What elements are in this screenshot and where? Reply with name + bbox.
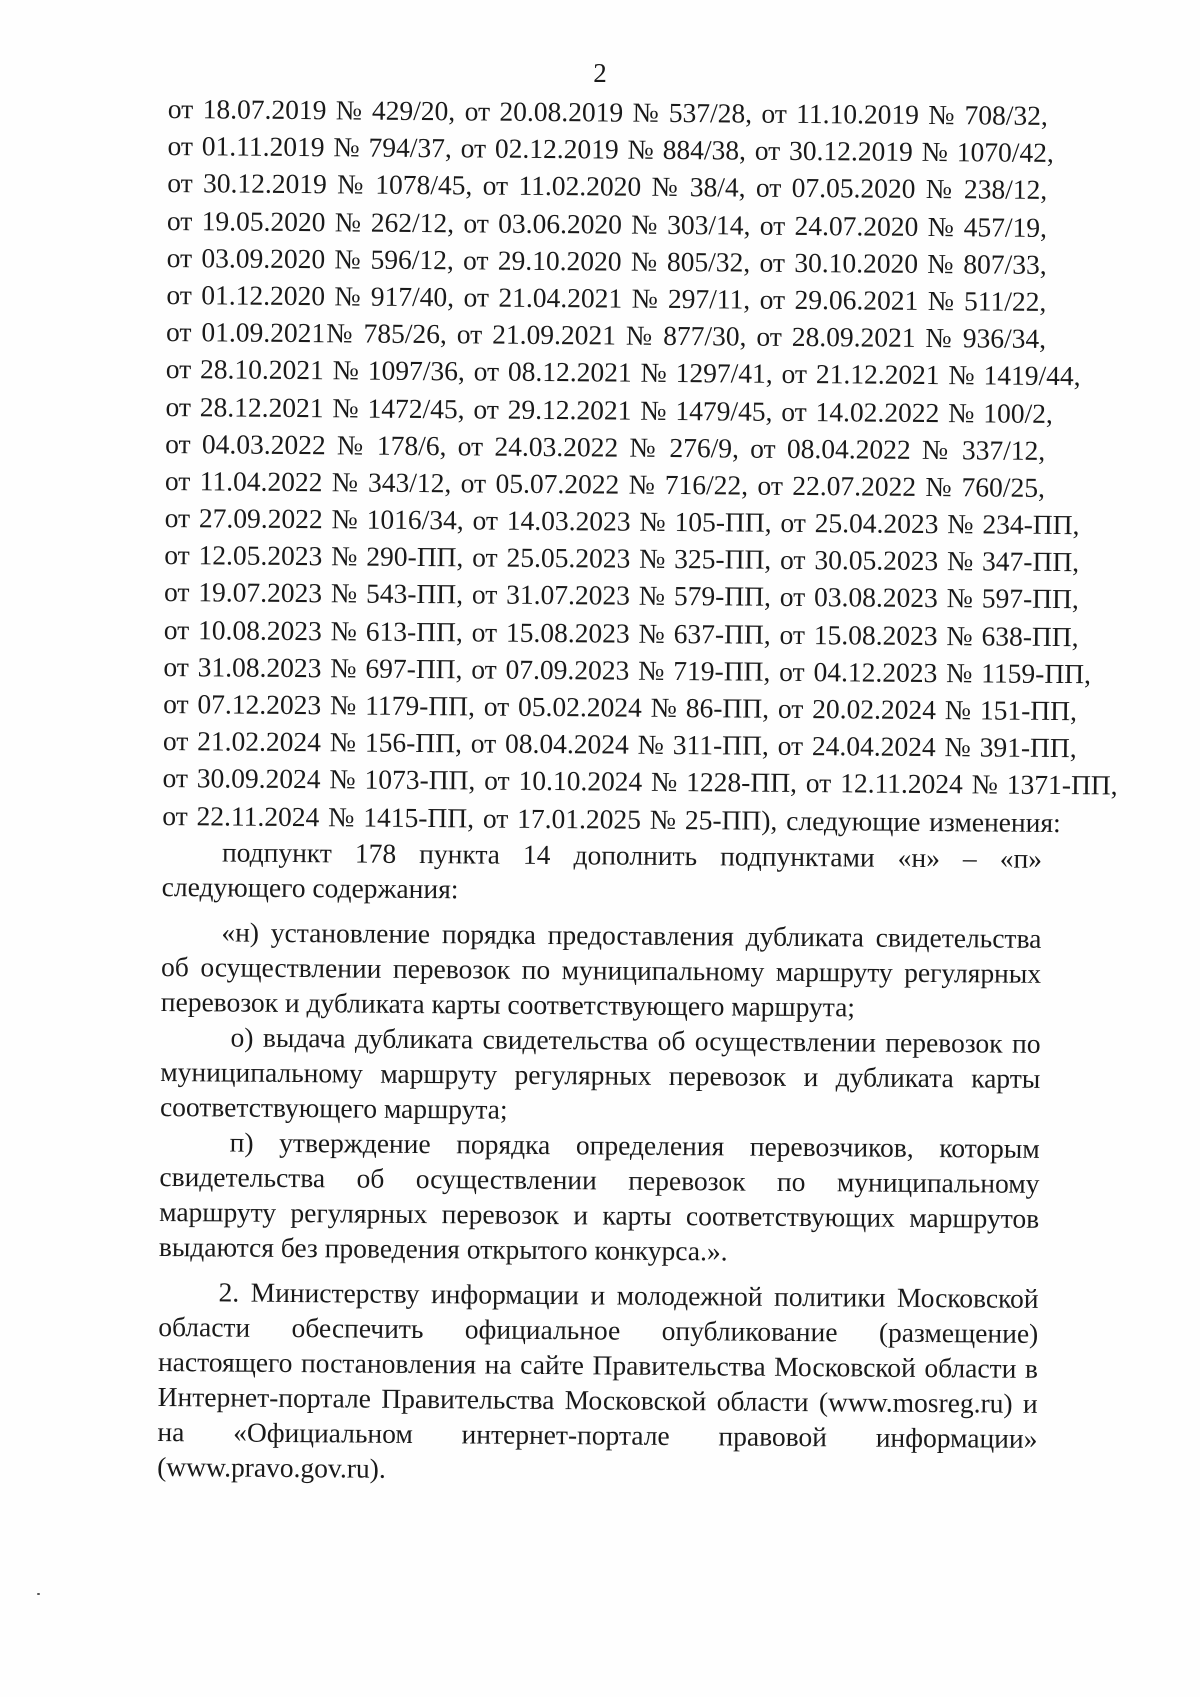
amendment-list-line: от 01.11.2019 № 794/37, от 02.12.2019 № 884/38, от 30.12.2019 № 1070/42, (167, 130, 1055, 169)
amendment-list-line: от 10.08.2023 № 613-ПП, от 15.08.2023 № 637-ПП, от 15.08.2023 № 638-ПП, (163, 613, 1079, 652)
amendment-list-line: от 04.03.2022 № 178/6, от 24.03.2022 № 276/9, от 08.04.2022 № 337/12, (165, 427, 1046, 466)
subitem-p-paragraph: п) утверждение порядка определения перевозчиков, которым свидетельства об осуществлении перевозок по муниципальному маршруту регулярных перевозок и карты соответствующих маршрутов выдаются без проведения открытого конкурса.». (158, 1126, 1040, 1267)
amendment-list-line: от 31.08.2023 № 697-ПП, от 07.09.2023 № 719-ПП, от 04.12.2023 № 1159-ПП, (163, 650, 1092, 690)
amendment-list-line: от 19.07.2023 № 543-ПП, от 31.07.2023 № 579-ПП, от 03.08.2023 № 597-ПП, (163, 576, 1079, 615)
amendment-list-line: от 19.05.2020 № 262/12, от 03.06.2020 № 303/14, от 24.07.2020 № 457/19, (166, 204, 1048, 243)
amendment-list-line: от 30.12.2019 № 1078/45, от 11.02.2020 № 38/4, от 07.05.2020 № 238/12, (167, 167, 1048, 206)
amendment-list-line: от 03.09.2020 № 596/12, от 29.10.2020 № 805/32, от 30.10.2020 № 807/33, (166, 241, 1047, 280)
amendment-list-line: от 28.10.2021 № 1097/36, от 08.12.2021 № 1297/41, от 21.12.2021 № 1419/44, (165, 353, 1081, 392)
amendment-list (162, 90, 1118, 841)
amendment-list-line: от 12.05.2023 № 290-ПП, от 25.05.2023 № 325-ПП, от 30.05.2023 № 347-ПП, (164, 539, 1080, 578)
intro-paragraph: подпункт 178 пункта 14 дополнить подпунктами «н» – «п» следующего содержания: (161, 836, 1043, 905)
amendment-list-line: от 27.09.2022 № 1016/34, от 14.03.2023 № 105-ПП, от 25.04.2023 № 234-ПП, (164, 502, 1080, 541)
amendment-list-line: от 21.02.2024 № 156-ПП, от 08.04.2024 № 311-ПП, от 24.04.2024 № 391-ПП, (162, 725, 1077, 764)
amendment-list-line: от 11.04.2022 № 343/12, от 05.07.2022 № 716/22, от 22.07.2022 № 760/25, (164, 464, 1046, 503)
page-number: 2 (593, 58, 607, 88)
amendment-list-line: от 01.09.2021№ 785/26, от 21.09.2021 № 877/30, от 28.09.2021 № 936/34, (165, 316, 1047, 355)
clause-2-paragraph: 2. Министерству информации и молодежной политики Московской области обеспечить официальное опубликование (размещение) настоящего постановления на сайте Правительства Московской области в Интернет-портале Правительства Московской области (www.mosreg.ru) и на «Официальном интернет-портале правовой информации» (www.pravo.gov.ru). (157, 1276, 1039, 1484)
subitem-n-paragraph: «н) установление порядка предоставления дубликата свидетельства об осуществлении перевозок по муниципальному маршруту регулярных перевозок и дубликата карты соответствующего маршрута; (160, 916, 1042, 1023)
amendment-list-line: от 07.12.2023 № 1179-ПП, от 05.02.2024 № 86-ПП, от 20.02.2024 № 151-ПП, (163, 687, 1078, 727)
subitem-o-paragraph: о) выдача дубликата свидетельства об осуществлении перевозок по муниципальному маршруту регулярных перевозок и дубликата карты соответствующего маршрута; (159, 1021, 1041, 1125)
amendment-list-line: от 01.12.2020 № 917/40, от 21.04.2021 № 297/11, от 29.06.2021 № 511/22, (166, 278, 1047, 317)
scan-speck (37, 1593, 40, 1595)
amendment-list-line: от 22.11.2024 № 1415-ПП, от 17.01.2025 № 25-ПП), следующие изменения: (162, 799, 1061, 838)
amendment-list-line: от 18.07.2019 № 429/20, от 20.08.2019 № 537/28, от 11.10.2019 № 708/32, (167, 92, 1048, 131)
amendment-list-line: от 28.12.2021 № 1472/45, от 29.12.2021 № 1479/45, от 14.02.2022 № 100/2, (165, 390, 1053, 429)
amendment-list-line: от 30.09.2024 № 1073-ПП, от 10.10.2024 № 1228-ПП, от 12.11.2024 № 1371-ПП, (162, 762, 1118, 801)
document-body (157, 90, 1118, 1491)
